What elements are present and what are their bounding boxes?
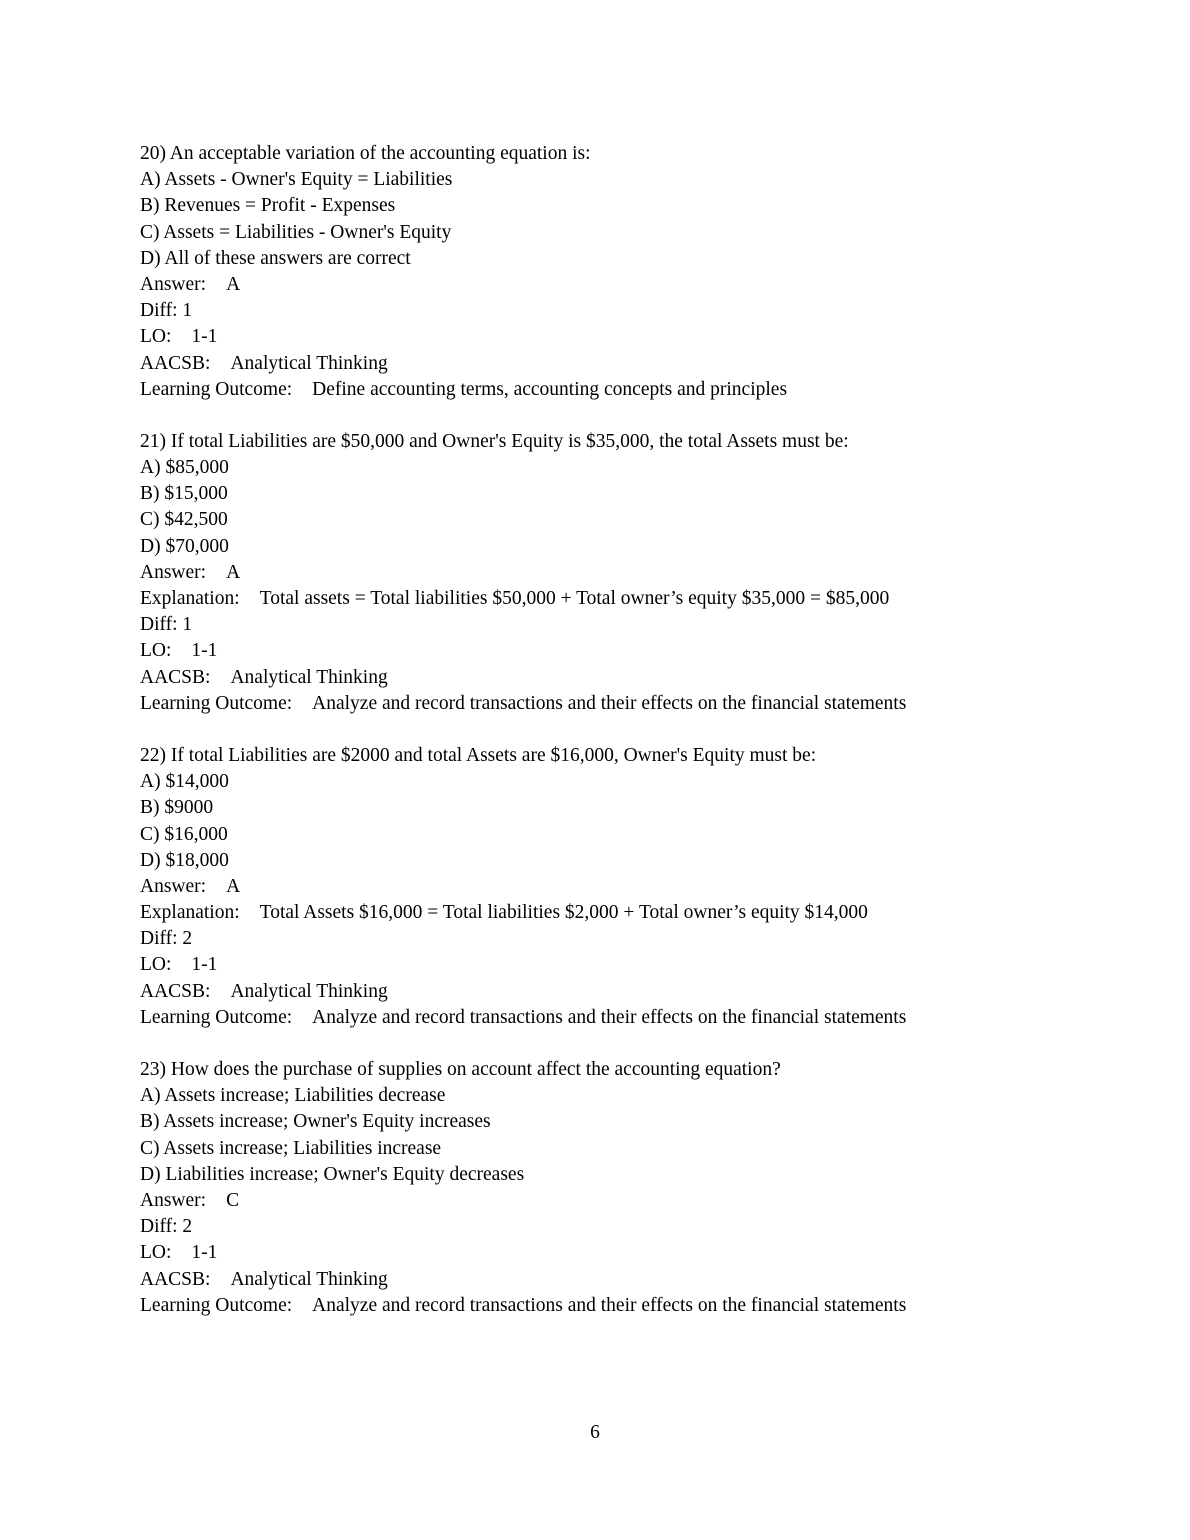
explanation-label: Explanation: bbox=[140, 588, 240, 609]
explanation-label: Explanation: bbox=[140, 902, 240, 924]
learning-outcome-value: Analyze and record transactions and their effects on the financial statements bbox=[312, 692, 907, 714]
answer-line bbox=[140, 272, 1140, 298]
option-a: A) $14,000 bbox=[140, 771, 229, 793]
option-c: C) Assets = Liabilities - Owner's Equity bbox=[140, 221, 452, 243]
answer-value: A bbox=[226, 561, 241, 583]
learning-outcome-line bbox=[140, 1005, 1140, 1031]
option-b: B) Assets increase; Owner's Equity increases bbox=[140, 1111, 491, 1133]
aacsb-line bbox=[140, 1267, 1140, 1293]
option-d: D) Liabilities increase; Owner's Equity decreases bbox=[140, 1163, 525, 1185]
lo-value: 1-1 bbox=[191, 1242, 218, 1264]
answer-value: A bbox=[226, 875, 241, 897]
aacsb-label: AACSB: bbox=[140, 1268, 211, 1290]
learning-outcome-line bbox=[140, 1293, 1140, 1319]
lo-label: LO: bbox=[140, 954, 172, 976]
question-stem: 22) If total Liabilities are $2000 and total Assets are $16,000, Owner's Equity must be: bbox=[140, 744, 817, 766]
answer-label: Answer: bbox=[140, 875, 207, 897]
question-stem: 20) An acceptable variation of the accounting equation is: bbox=[140, 143, 591, 164]
learning-outcome-value: Define accounting terms, accounting concepts and principles bbox=[312, 378, 788, 400]
learning-outcome-value: Analyze and record transactions and their effects on the financial statements bbox=[312, 1006, 907, 1028]
lo-label: LO: bbox=[140, 326, 172, 348]
learning-outcome-label: Learning Outcome: bbox=[140, 1006, 293, 1028]
aacsb-label: AACSB: bbox=[140, 352, 211, 374]
option-b: B) $15,000 bbox=[140, 483, 228, 505]
explanation-line bbox=[140, 900, 1140, 926]
explanation-value: Total Assets $16,000 = Total liabilities $2,000 + Total owner’s equity $14,000 bbox=[259, 902, 868, 924]
answer-line bbox=[140, 560, 1140, 586]
answer-value: A bbox=[226, 273, 241, 295]
answer-label: Answer: bbox=[140, 1189, 207, 1211]
difficulty: Diff: 2 bbox=[140, 1216, 193, 1238]
lo-line bbox=[140, 1240, 1140, 1266]
question-20 bbox=[140, 141, 1140, 403]
aacsb-label: AACSB: bbox=[140, 980, 211, 1002]
aacsb-label: AACSB: bbox=[140, 666, 211, 688]
option-b: B) $9000 bbox=[140, 797, 214, 819]
answer-label: Answer: bbox=[140, 561, 207, 583]
question-23 bbox=[140, 1057, 1140, 1319]
explanation-value: Total assets = Total liabilities $50,000 + Total owner’s equity $35,000 = $85,000 bbox=[259, 588, 890, 609]
answer-label: Answer: bbox=[140, 273, 207, 295]
question-21 bbox=[140, 429, 1140, 717]
aacsb-line bbox=[140, 665, 1140, 691]
lo-line bbox=[140, 324, 1140, 350]
option-c: C) Assets increase; Liabilities increase bbox=[140, 1137, 442, 1159]
lo-value: 1-1 bbox=[191, 326, 218, 348]
learning-outcome-label: Learning Outcome: bbox=[140, 692, 293, 714]
lo-value: 1-1 bbox=[191, 954, 218, 976]
aacsb-value: Analytical Thinking bbox=[230, 980, 388, 1002]
question-list bbox=[140, 141, 1140, 1345]
option-d: D) All of these answers are correct bbox=[140, 247, 411, 269]
difficulty: Diff: 2 bbox=[140, 928, 193, 950]
question-stem: 23) How does the purchase of supplies on account affect the accounting equation? bbox=[140, 1059, 781, 1080]
aacsb-value: Analytical Thinking bbox=[230, 666, 388, 688]
answer-line bbox=[140, 874, 1140, 900]
answer-value: C bbox=[226, 1189, 240, 1211]
option-a: A) $85,000 bbox=[140, 457, 229, 479]
option-a: A) Assets - Owner's Equity = Liabilities bbox=[140, 169, 453, 191]
learning-outcome-line bbox=[140, 691, 1140, 717]
option-c: C) $16,000 bbox=[140, 823, 228, 845]
aacsb-line bbox=[140, 351, 1140, 377]
lo-line bbox=[140, 638, 1140, 664]
learning-outcome-label: Learning Outcome: bbox=[140, 1294, 293, 1316]
question-stem: 21) If total Liabilities are $50,000 and Owner's Equity is $35,000, the total Assets must be: bbox=[140, 430, 849, 452]
aacsb-line bbox=[140, 979, 1140, 1005]
option-b: B) Revenues = Profit - Expenses bbox=[140, 195, 396, 217]
option-a: A) Assets increase; Liabilities decrease bbox=[140, 1085, 446, 1107]
option-c: C) $42,500 bbox=[140, 509, 228, 531]
question-22 bbox=[140, 743, 1140, 1031]
learning-outcome-label: Learning Outcome: bbox=[140, 378, 293, 400]
aacsb-value: Analytical Thinking bbox=[230, 1268, 388, 1290]
option-d: D) $18,000 bbox=[140, 849, 229, 871]
difficulty: Diff: 1 bbox=[140, 614, 193, 636]
learning-outcome-value: Analyze and record transactions and their effects on the financial statements bbox=[312, 1294, 907, 1316]
learning-outcome-line bbox=[140, 377, 1140, 403]
option-d: D) $70,000 bbox=[140, 535, 229, 557]
difficulty: Diff: 1 bbox=[140, 300, 193, 322]
lo-label: LO: bbox=[140, 1242, 172, 1264]
answer-line bbox=[140, 1188, 1140, 1214]
lo-value: 1-1 bbox=[191, 640, 218, 662]
aacsb-value: Analytical Thinking bbox=[230, 352, 388, 374]
explanation-line bbox=[140, 586, 1140, 612]
page-number: 6 bbox=[590, 1422, 600, 1443]
lo-label: LO: bbox=[140, 640, 172, 662]
lo-line bbox=[140, 952, 1140, 978]
